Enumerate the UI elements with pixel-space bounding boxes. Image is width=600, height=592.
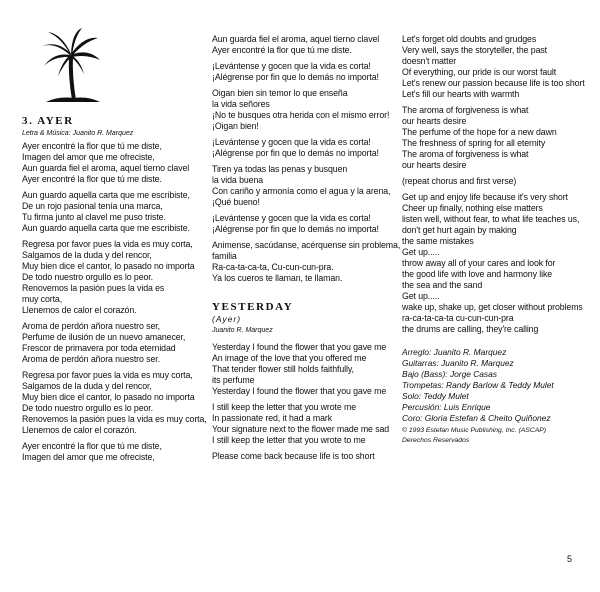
song-credits-ayer: Letra & Música: Juanito R. Marquez <box>22 130 134 137</box>
lyric-line: The perfume of the hope for a new dawn <box>402 127 557 137</box>
lyric-line: Let's fill our hearts with warmth <box>402 89 520 99</box>
lyric-line: An image of the love that you offered me <box>212 353 367 363</box>
lyric-line: its perfume <box>212 375 255 385</box>
lyric-line: The freshness of spring for all eternity <box>402 138 546 148</box>
lyric-line: Your signature next to the flower made me sad <box>212 424 390 434</box>
stanza <box>212 342 398 397</box>
lyric-line: Yesterday I found the flower that you gave me <box>212 386 387 396</box>
stanza <box>402 176 588 187</box>
lyric-line: Renovemos la pasión pues la vida es muy corta, <box>22 414 207 424</box>
palm-tree-icon <box>38 26 102 102</box>
lyric-line: I still keep the letter that you wrote me <box>212 402 357 412</box>
lyric-line: Ayer encontré la flor que tú me diste. <box>212 45 352 55</box>
stanza <box>402 34 588 100</box>
lyric-line: Regresa por favor pues la vida es muy corta, <box>22 239 193 249</box>
song-title-yesterday: YESTERDAY <box>212 301 294 313</box>
lyric-line: In passionate red, it had a mark <box>212 413 333 423</box>
lyric-line: Yesterday I found the flower that you gave me <box>212 342 387 352</box>
lyric-line: our hearts desire <box>402 160 467 170</box>
lyric-line: Ayer encontré la flor que tú me diste, <box>22 441 162 451</box>
stanza <box>212 240 401 284</box>
lyric-line: Aun guarda fiel el aroma, aquel tierno clavel <box>22 163 190 173</box>
lyric-line: Imagen del amor que me ofreciste, <box>22 452 155 462</box>
lyric-line: Ayer encontré la flor que tú me diste, <box>22 141 162 151</box>
credit-line: Arreglo: Juanito R. Marquez <box>402 347 507 357</box>
page-number: 5 <box>566 554 572 564</box>
lyric-line: ¡No te busques otra herida con el mismo error! <box>212 110 390 120</box>
lyric-line: don't get hurt again by making <box>402 225 517 235</box>
credit-line: Bajo (Bass): Jorge Casas <box>402 369 497 379</box>
lyric-line: Con cariño y armonía como el agua y la arena, <box>212 186 391 196</box>
credit-line: Solo: Teddy Mulet <box>402 391 469 401</box>
lyric-line: Ayer encontré la flor que tú me diste. <box>22 174 162 184</box>
lyric-line: ¡Levántense y gocen que la vida es corta! <box>212 61 371 71</box>
stanza <box>22 190 208 234</box>
lyric-line: Salgamos de la duda y del rencor, <box>22 381 152 391</box>
stanza <box>212 213 398 235</box>
lyric-line: Llenemos de calor el corazón. <box>22 305 137 315</box>
stanza <box>212 88 398 132</box>
column-2 <box>212 34 401 462</box>
stanza <box>212 61 398 83</box>
lyric-line: the good life with love and harmony like <box>402 269 553 279</box>
lyric-line: That tender flower still holds faithfully, <box>212 364 354 374</box>
lyric-line: Muy bien dice el cantor, lo pasado no importa <box>22 392 195 402</box>
stanza <box>22 141 208 185</box>
lyric-line: Llenemos de calor el corazón. <box>22 425 137 435</box>
lyric-line: Aun guardo aquella carta que me escribiste. <box>22 223 190 233</box>
lyric-line: wake up, shake up, get closer without problems <box>402 302 583 312</box>
lyric-line: the sea and the sand <box>402 280 483 290</box>
lyric-line: The aroma of forgiveness is what <box>402 105 529 115</box>
lyric-line: Get up and enjoy life because it's very short <box>402 192 568 202</box>
stanza <box>22 370 208 436</box>
lyric-line: Cheer up finally, nothing else matters <box>402 203 543 213</box>
lyric-line: our hearts desire <box>402 116 467 126</box>
lyric-line: ¡Alégrense por fin que lo demás no importa! <box>212 72 379 82</box>
song-title-ayer: 3. AYER <box>22 115 74 127</box>
lyric-line: listen well, without fear, to what life teaches us, <box>402 214 580 224</box>
lyric-line: ¡Levántense y gocen que la vida es corta! <box>212 213 371 223</box>
stanza <box>212 164 398 208</box>
lyric-line: De todo nuestro orgullo es lo peor. <box>22 403 153 413</box>
lyric-line: (repeat chorus and first verse) <box>402 176 517 186</box>
lyric-line: Renovemos la pasión pues la vida es <box>22 283 165 293</box>
lyric-line: Frescor de primavera por toda eternidad <box>22 343 176 353</box>
lyric-line: Regresa por favor pues la vida es muy corta, <box>22 370 193 380</box>
lyric-line: ra-ca-ta-ca-ta cu-cun-cun-pra <box>402 313 514 323</box>
stanza <box>22 321 208 365</box>
lyric-line: ¡Alégrense por fin que lo demás no importa! <box>212 148 379 158</box>
lyric-line: De un rojo pasional tenía una marca, <box>22 201 163 211</box>
lyric-line: Aun guarda fiel el aroma, aquel tierno clavel <box>212 34 380 44</box>
lyric-line: Tu firma junto al clavel me puso triste. <box>22 212 166 222</box>
copyright-line: © 1993 Estefan Music Publishing, Inc. (ASCAP) <box>402 427 547 434</box>
lyric-line: doesn't matter <box>402 56 457 66</box>
credit-line: Percusión: Luis Enrique <box>402 402 491 412</box>
lyric-line: ¡Oigan bien! <box>212 121 259 131</box>
stanza <box>22 239 208 316</box>
lyric-line: De todo nuestro orgullo es lo peor. <box>22 272 153 282</box>
lyric-line: familia <box>212 251 237 261</box>
lyric-line: Very well, says the storyteller, the past <box>402 45 548 55</box>
credit-line: Coro: Gloria Estefan & Cheito Quiñonez <box>402 413 551 423</box>
column-3 <box>402 34 588 446</box>
lyric-line: ¡Alégrense por fin que lo demás no importa! <box>212 224 379 234</box>
lyric-line: la vida señores <box>212 99 270 109</box>
lyric-line: Get up..... <box>402 291 440 301</box>
stanza <box>212 402 398 446</box>
stanza <box>212 34 398 56</box>
lyric-line: Of everything, our pride is our worst fault <box>402 67 557 77</box>
lyric-line: the same mistakes <box>402 236 474 246</box>
credits-block <box>402 347 588 424</box>
lyric-line: Perfume de ilusión de un nuevo amanecer, <box>22 332 186 342</box>
stanza <box>402 105 588 171</box>
lyric-line: Let's renew our passion because life is too short <box>402 78 585 88</box>
credit-line: Guitarras: Juanito R. Marquez <box>402 358 514 368</box>
lyric-line: Salgamos de la duda y del rencor, <box>22 250 152 260</box>
lyric-line: Ya los cueros te llaman, te llaman. <box>212 273 343 283</box>
stanza <box>22 441 208 463</box>
lyric-line: Get up..... <box>402 247 440 257</box>
lyric-line: The aroma of forgiveness is what <box>402 149 529 159</box>
lyric-line: Animense, sacúdanse, acérquense sin problema, <box>212 240 401 250</box>
lyric-line: Aroma de perdón añora nuestro ser. <box>22 354 160 364</box>
lyric-line: Please come back because life is too short <box>212 451 375 461</box>
lyric-line: Ra-ca-ta-ca-ta, Cu-cun-cun-pra. <box>212 262 334 272</box>
stanza <box>212 137 398 159</box>
column-1 <box>22 114 208 463</box>
song-credits-yesterday: Juanito R. Marquez <box>212 327 273 334</box>
stanza <box>212 451 398 462</box>
lyric-line: Aun guardo aquella carta que me escribiste, <box>22 190 190 200</box>
credit-line: Trompetas: Randy Barlow & Teddy Mulet <box>402 380 554 390</box>
lyric-line: the drums are calling, they're calling <box>402 324 539 334</box>
lyric-line: Aroma de perdón añora nuestro ser, <box>22 321 160 331</box>
song-subtitle-yesterday: (Ayer) <box>212 314 242 324</box>
rights-line: Derechos Reservados <box>402 437 470 444</box>
lyric-line: Tiren ya todas las penas y busquen <box>212 164 348 174</box>
lyric-line: Let's forget old doubts and grudges <box>402 34 537 44</box>
lyric-line: Oigan bien sin temor lo que enseña <box>212 88 348 98</box>
lyric-line: la vida buena <box>212 175 264 185</box>
stanza <box>402 192 588 335</box>
lyric-line: ¡Levántense y gocen que la vida es corta! <box>212 137 371 147</box>
lyric-line: throw away all of your cares and look for <box>402 258 556 268</box>
lyric-line: I still keep the letter that you wrote to me <box>212 435 366 445</box>
lyric-line: Imagen del amor que me ofreciste, <box>22 152 155 162</box>
lyric-line: ¡Qué bueno! <box>212 197 260 207</box>
lyric-line: Muy bien dice el cantor, lo pasado no importa <box>22 261 195 271</box>
lyric-line: muy corta, <box>22 294 63 304</box>
